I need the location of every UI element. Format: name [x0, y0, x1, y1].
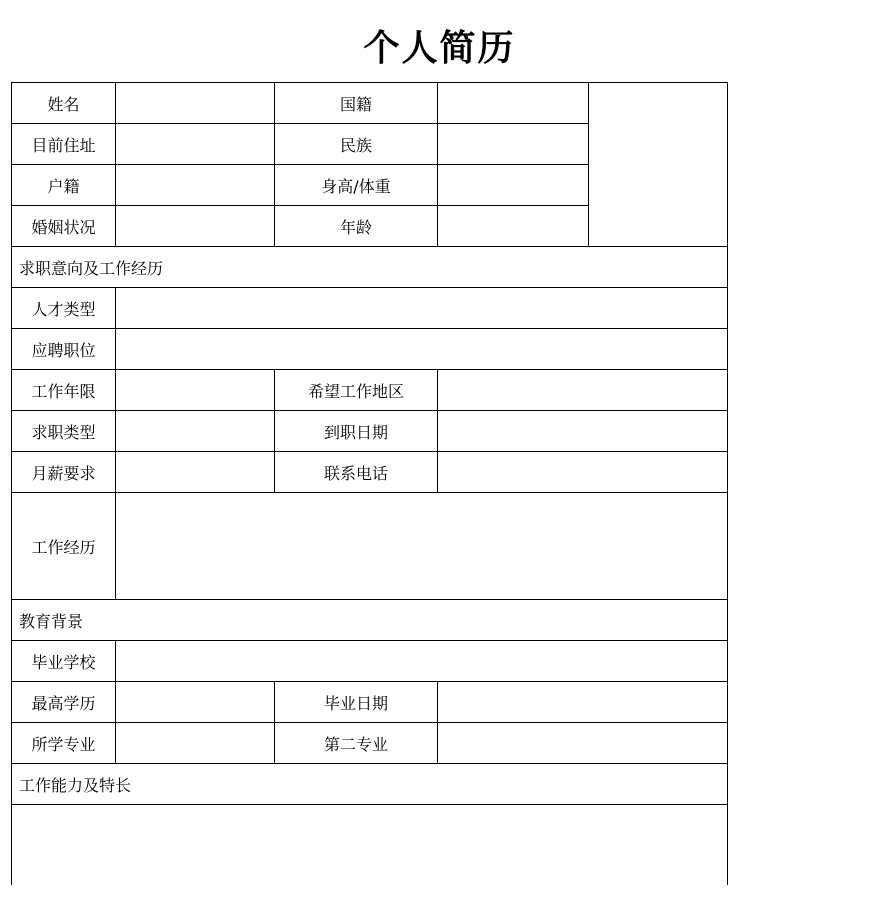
row-years: [12, 370, 728, 411]
row-school: [12, 641, 728, 682]
education-section-row: [12, 600, 728, 641]
region-field[interactable]: [438, 370, 728, 411]
second-major-field[interactable]: [438, 723, 728, 764]
row-skills: [12, 805, 728, 885]
address-label: 目前住址: [12, 124, 116, 165]
years-field[interactable]: [116, 370, 275, 411]
phone-label: 联系电话: [275, 452, 438, 493]
degree-label: 最高学历: [12, 682, 116, 723]
salary-label: 月薪要求: [12, 452, 116, 493]
row-talent-type: [12, 288, 728, 329]
height-weight-label: 身高/体重: [275, 165, 438, 206]
photo-cell[interactable]: [589, 83, 728, 247]
start-date-label: 到职日期: [275, 411, 438, 452]
grad-date-label: 毕业日期: [275, 682, 438, 723]
hukou-label: 户籍: [12, 165, 116, 206]
row-name: [12, 83, 728, 124]
job-type-label: 求职类型: [12, 411, 116, 452]
row-degree: [12, 682, 728, 723]
age-field[interactable]: [438, 206, 589, 247]
talent-type-label: 人才类型: [12, 288, 116, 329]
job-section-row: [12, 247, 728, 288]
second-major-label: 第二专业: [275, 723, 438, 764]
nationality-field[interactable]: [438, 83, 589, 124]
region-label: 希望工作地区: [275, 370, 438, 411]
skills-section-title: 工作能力及特长: [12, 764, 728, 805]
page-title: 个人简历: [363, 27, 516, 69]
skills-field[interactable]: [12, 805, 728, 885]
major-label: 所学专业: [12, 723, 116, 764]
ethnicity-field[interactable]: [438, 124, 589, 165]
job-type-field[interactable]: [116, 411, 275, 452]
row-job-type: [12, 411, 728, 452]
skills-section-row: [12, 764, 728, 805]
talent-type-field[interactable]: [116, 288, 728, 329]
row-major: [12, 723, 728, 764]
salary-field[interactable]: [116, 452, 275, 493]
address-field[interactable]: [116, 124, 275, 165]
education-section-title: 教育背景: [12, 600, 728, 641]
age-label: 年龄: [275, 206, 438, 247]
ethnicity-label: 民族: [275, 124, 438, 165]
row-salary: [12, 452, 728, 493]
experience-field[interactable]: [116, 493, 728, 600]
marital-label: 婚姻状况: [12, 206, 116, 247]
name-label: 姓名: [12, 83, 116, 124]
resume-table: [11, 82, 728, 885]
years-label: 工作年限: [12, 370, 116, 411]
phone-field[interactable]: [438, 452, 728, 493]
job-section-title: 求职意向及工作经历: [12, 247, 728, 288]
grad-date-field[interactable]: [438, 682, 728, 723]
position-field[interactable]: [116, 329, 728, 370]
name-field[interactable]: [116, 83, 275, 124]
major-field[interactable]: [116, 723, 275, 764]
school-field[interactable]: [116, 641, 728, 682]
row-experience: [12, 493, 728, 600]
hukou-field[interactable]: [116, 165, 275, 206]
experience-label: 工作经历: [12, 493, 116, 600]
start-date-field[interactable]: [438, 411, 728, 452]
marital-field[interactable]: [116, 206, 275, 247]
school-label: 毕业学校: [12, 641, 116, 682]
nationality-label: 国籍: [275, 83, 438, 124]
row-position: [12, 329, 728, 370]
position-label: 应聘职位: [12, 329, 116, 370]
degree-field[interactable]: [116, 682, 275, 723]
height-weight-field[interactable]: [438, 165, 589, 206]
